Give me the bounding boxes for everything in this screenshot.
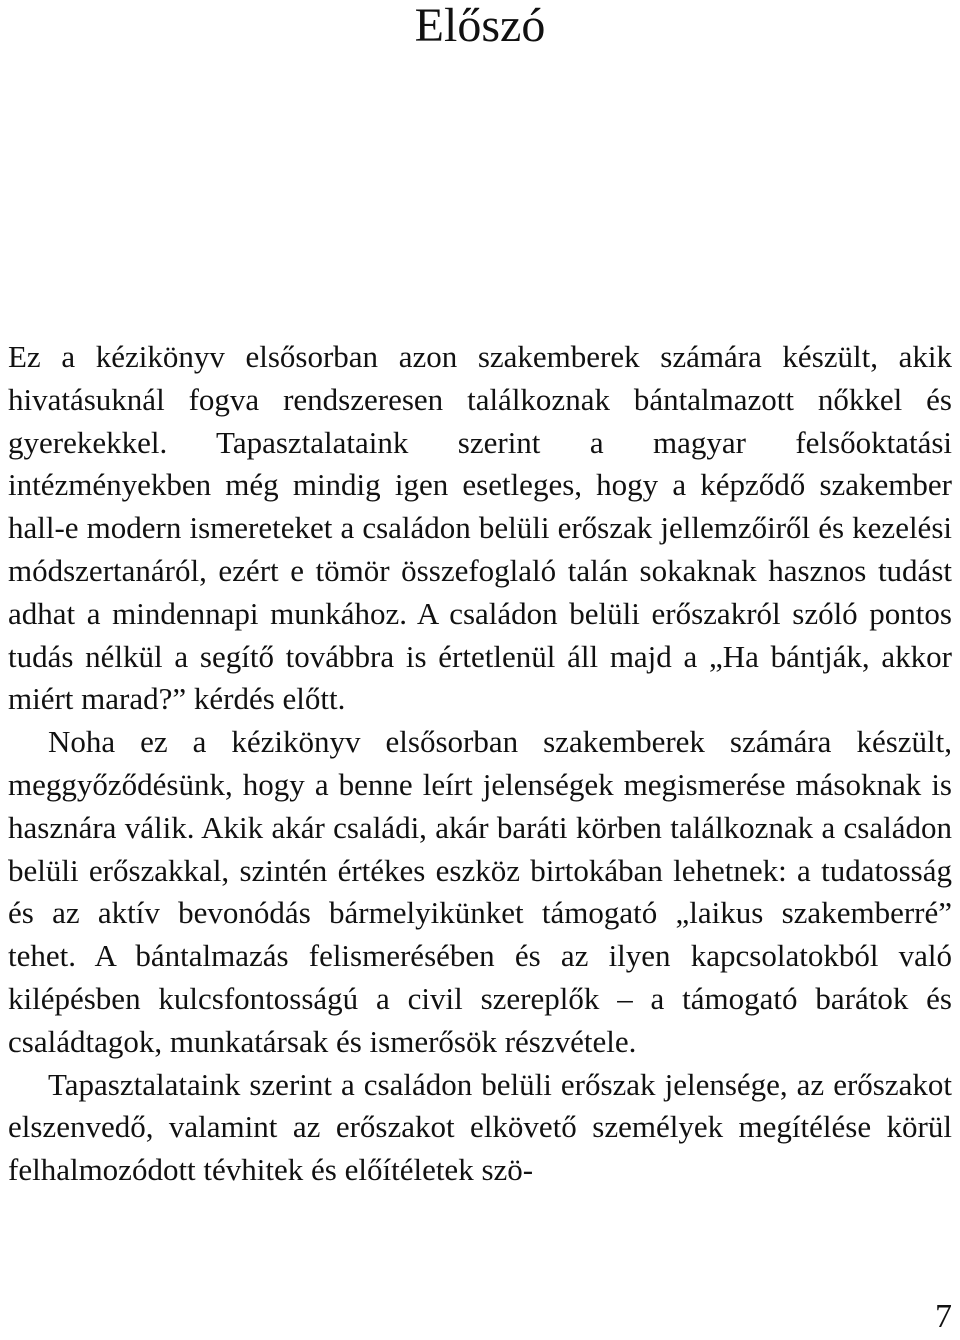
paragraph-1: Ez a kézikönyv elsősorban azon szakemberek számára készült, akik hivatásuknál fogva rendszeresen találkoznak bántalmazott nőkkel és gyerekekkel. Tapasztalataink szerint a magyar felsőoktatási intézményekben még mindig igen esetleges, hogy a képződő szakember hall-e modern ismereteket a családon belüli erőszak jellemzőiről és kezelési módszertanáról, ezért e tömör összefoglaló talán sokaknak hasznos tudást adhat a mindennapi munkához. A családon belüli erőszakról szóló pontos tudás nélkül a segítő továbbra is értetlenül áll majd a „Ha bántják, akkor miért marad?” kérdés előtt. (8, 339, 952, 717)
paragraph-3: Tapasztalataink szerint a családon belüli erőszak jelensége, az erőszakot elszenvedő, valamint az erőszakot elkövető személyek megítélése körül felhalmozódott tévhitek és előítéletek szö- (8, 1066, 952, 1188)
page-number: 7 (935, 1298, 952, 1335)
page-title: Előszó (414, 0, 546, 52)
body-text (8, 336, 952, 1192)
paragraph-2: Noha ez a kézikönyv elsősorban szakemberek számára készült, meggyőződésünk, hogy a benne leírt jelenségek megismerése másoknak is hasznára válik. Akik akár családi, akár baráti körben találkoznak a családon belüli erőszakkal, szintén értékes eszköz birtokában lehetnek: a tudatosság és az aktív bevonódás bármelyikünket támogató „laikus szakemberré” tehet. A bántalmazás felismerésében és az ilyen kapcsolatokból való kilépésben kulcsfontosságú a civil szereplők – a támogató barátok és családtagok, munkatársak és ismerősök részvétele. (8, 724, 952, 1059)
